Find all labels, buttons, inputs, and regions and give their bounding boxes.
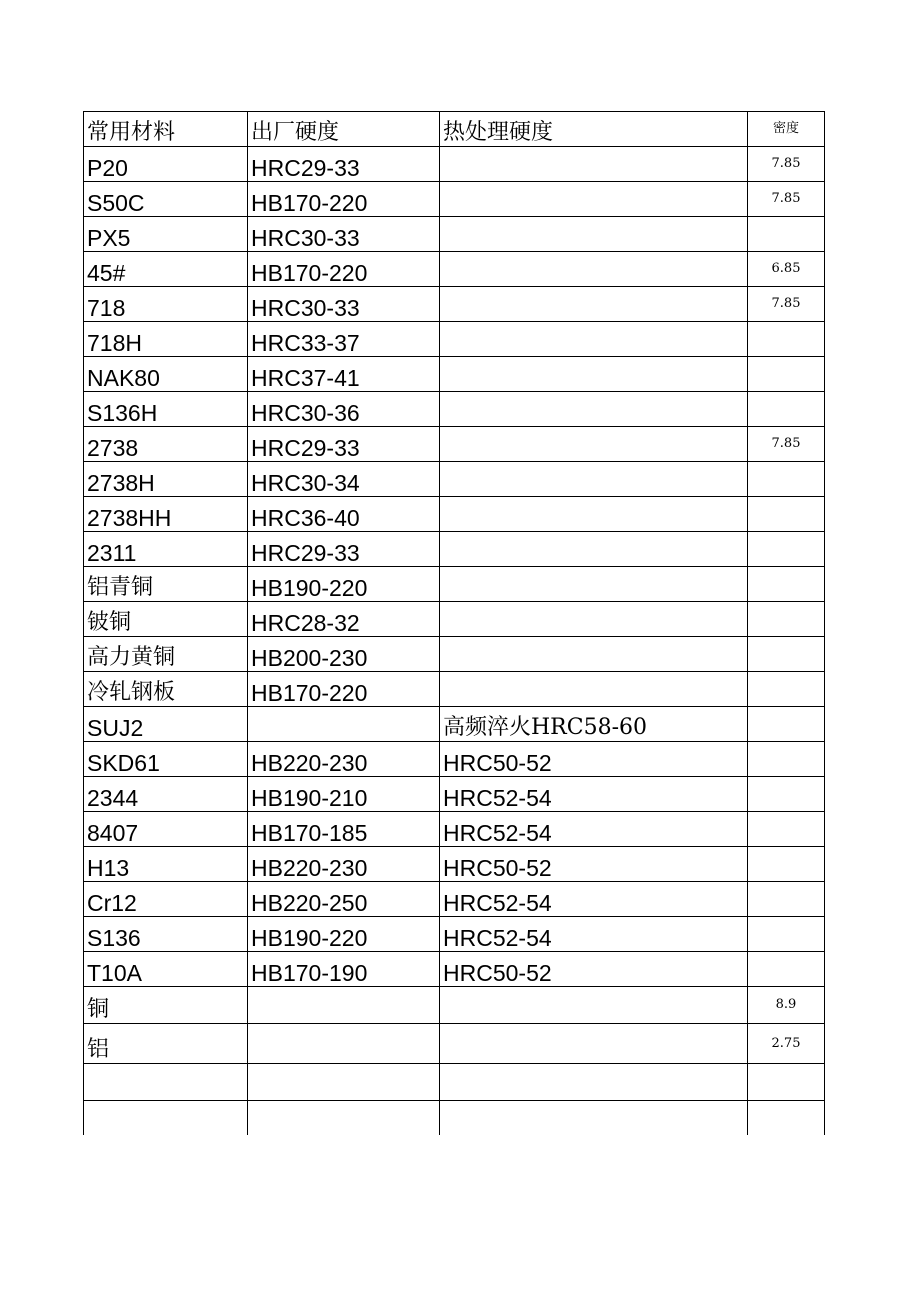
cell-factory-hardness[interactable]: HB200-230 [248,637,440,672]
cell-heat-treatment-hardness[interactable] [440,637,748,672]
cell-density[interactable] [748,812,825,847]
cell-density[interactable] [748,567,825,602]
cell-heat-treatment-hardness[interactable]: HRC52-54 [440,917,748,952]
cell-material[interactable]: P20 [84,147,248,182]
cell-factory-hardness[interactable]: HB170-220 [248,182,440,217]
table-row [84,637,825,672]
cell-factory-hardness[interactable]: HB170-190 [248,952,440,987]
table-row [84,882,825,917]
cell-material[interactable]: T10A [84,952,248,987]
cell-density[interactable]: 7.85 [748,182,825,217]
cell-heat-treatment-hardness[interactable] [440,252,748,287]
cell-heat-treatment-hardness[interactable] [440,322,748,357]
cell-heat-treatment-hardness[interactable] [440,287,748,322]
cell-factory-hardness[interactable] [248,707,440,742]
cell-density[interactable] [748,392,825,427]
cell-material[interactable]: 718 [84,287,248,322]
cell-factory-hardness[interactable]: HRC36-40 [248,497,440,532]
cell-density[interactable] [748,637,825,672]
cell-material[interactable]: 2311 [84,532,248,567]
cell-factory-hardness[interactable]: HRC33-37 [248,322,440,357]
cell-material[interactable]: S50C [84,182,248,217]
material-hardness-table [83,111,825,1135]
cell-material[interactable]: 铝 [84,1024,248,1064]
cell-factory-hardness[interactable]: HRC30-33 [248,287,440,322]
cell-material[interactable]: 冷轧钢板 [84,672,248,707]
header-row [84,112,825,147]
table-row [84,427,825,462]
cell-heat-treatment-hardness[interactable] [440,427,748,462]
cell-density[interactable] [748,917,825,952]
cell-heat-treatment-hardness[interactable] [440,1024,748,1064]
cell-factory-hardness[interactable]: HRC37-41 [248,357,440,392]
cell-density[interactable] [748,952,825,987]
cell-density[interactable] [748,1101,825,1136]
cell-factory-hardness[interactable]: HB190-220 [248,917,440,952]
cell-material[interactable] [84,1064,248,1101]
cell-material[interactable]: 2738HH [84,497,248,532]
cell-factory-hardness[interactable]: HRC30-33 [248,217,440,252]
cell-material[interactable]: 2738 [84,427,248,462]
cell-density[interactable]: 8.9 [748,987,825,1024]
cell-density[interactable] [748,532,825,567]
table-row [84,707,825,742]
cell-factory-hardness[interactable]: HRC29-33 [248,427,440,462]
table-row [84,1024,825,1064]
cell-factory-hardness[interactable]: HB220-230 [248,742,440,777]
cell-density[interactable] [748,742,825,777]
cell-density[interactable]: 6.85 [748,252,825,287]
table-row [84,812,825,847]
cell-material[interactable]: 8407 [84,812,248,847]
cell-density[interactable] [748,847,825,882]
cell-factory-hardness[interactable] [248,1064,440,1101]
cell-factory-hardness[interactable] [248,1101,440,1136]
table-row [84,357,825,392]
cell-material[interactable]: NAK80 [84,357,248,392]
cell-material[interactable]: 2738H [84,462,248,497]
table-row [84,1101,825,1136]
cell-heat-treatment-hardness[interactable] [440,602,748,637]
cell-heat-treatment-hardness[interactable] [440,672,748,707]
cell-material[interactable] [84,1101,248,1136]
cell-factory-hardness[interactable]: HRC30-34 [248,462,440,497]
cell-heat-treatment-hardness[interactable]: HRC50-52 [440,742,748,777]
table-row [84,217,825,252]
cell-material[interactable]: 铜 [84,987,248,1024]
cell-factory-hardness[interactable]: HB220-230 [248,847,440,882]
cell-material[interactable]: 45# [84,252,248,287]
cell-density[interactable] [748,602,825,637]
cell-factory-hardness[interactable]: HRC30-36 [248,392,440,427]
cell-material[interactable]: SUJ2 [84,707,248,742]
cell-heat-treatment-hardness[interactable] [440,1064,748,1101]
table-row [84,392,825,427]
cell-density[interactable]: 7.85 [748,147,825,182]
header-density[interactable]: 密度 [748,112,825,147]
cell-heat-treatment-hardness[interactable] [440,217,748,252]
cell-material[interactable]: 铍铜 [84,602,248,637]
cell-factory-hardness[interactable]: HB170-220 [248,672,440,707]
cell-heat-treatment-hardness[interactable] [440,357,748,392]
header-heat-treatment-hardness[interactable]: 热处理硬度 [440,112,748,147]
cell-heat-treatment-hardness[interactable] [440,1101,748,1136]
cell-material[interactable]: 2344 [84,777,248,812]
cell-heat-treatment-hardness[interactable] [440,462,748,497]
cell-density[interactable] [748,462,825,497]
table-row [84,672,825,707]
cell-density[interactable] [748,672,825,707]
cell-factory-hardness[interactable]: HB190-210 [248,777,440,812]
table-row [84,287,825,322]
cell-material[interactable]: H13 [84,847,248,882]
table-row [84,952,825,987]
cell-heat-treatment-hardness[interactable]: HRC52-54 [440,777,748,812]
table-row [84,777,825,812]
cell-density[interactable]: 2.75 [748,1024,825,1064]
cell-heat-treatment-hardness[interactable] [440,497,748,532]
cell-factory-hardness[interactable]: HB170-185 [248,812,440,847]
cell-material[interactable]: 铝青铜 [84,567,248,602]
cell-material[interactable]: Cr12 [84,882,248,917]
header-factory-hardness[interactable]: 出厂硬度 [248,112,440,147]
table-row [84,532,825,567]
cell-heat-treatment-hardness[interactable] [440,182,748,217]
cell-factory-hardness[interactable]: HRC29-33 [248,532,440,567]
table-row [84,497,825,532]
cell-factory-hardness[interactable] [248,987,440,1024]
cell-heat-treatment-hardness[interactable]: HRC50-52 [440,952,748,987]
table-row [84,742,825,777]
cell-density[interactable] [748,1064,825,1101]
table-row [84,1064,825,1101]
cell-density[interactable] [748,882,825,917]
table-row [84,462,825,497]
header-material[interactable]: 常用材料 [84,112,248,147]
cell-material[interactable]: 高力黄铜 [84,637,248,672]
cell-material[interactable]: PX5 [84,217,248,252]
table-row [84,847,825,882]
table-row [84,322,825,357]
cell-heat-treatment-hardness[interactable] [440,532,748,567]
cell-factory-hardness[interactable]: HB220-250 [248,882,440,917]
cell-heat-treatment-hardness[interactable] [440,567,748,602]
cell-density[interactable] [748,217,825,252]
cell-density[interactable] [748,497,825,532]
cell-material[interactable]: SKD61 [84,742,248,777]
cell-heat-treatment-hardness[interactable] [440,392,748,427]
table-row [84,147,825,182]
cell-density[interactable] [748,707,825,742]
cell-factory-hardness[interactable]: HB190-220 [248,567,440,602]
cell-factory-hardness[interactable]: HRC28-32 [248,602,440,637]
table-row [84,917,825,952]
cell-material[interactable]: S136H [84,392,248,427]
cell-factory-hardness[interactable]: HRC29-33 [248,147,440,182]
cell-density[interactable] [748,322,825,357]
table-row [84,252,825,287]
cell-heat-treatment-hardness[interactable] [440,987,748,1024]
cell-density[interactable] [748,777,825,812]
table-row [84,987,825,1024]
table-row [84,182,825,217]
cell-factory-hardness[interactable] [248,1024,440,1064]
cell-density[interactable]: 7.85 [748,287,825,322]
cell-heat-treatment-hardness[interactable] [440,147,748,182]
table-row [84,602,825,637]
cell-material[interactable]: S136 [84,917,248,952]
cell-material[interactable]: 718H [84,322,248,357]
cell-density[interactable] [748,357,825,392]
table-row [84,567,825,602]
cell-heat-treatment-hardness[interactable]: 高频淬火HRC58-60 [440,707,748,742]
cell-heat-treatment-hardness[interactable]: HRC50-52 [440,847,748,882]
cell-density[interactable]: 7.85 [748,427,825,462]
cell-factory-hardness[interactable]: HB170-220 [248,252,440,287]
cell-heat-treatment-hardness[interactable]: HRC52-54 [440,812,748,847]
cell-heat-treatment-hardness[interactable]: HRC52-54 [440,882,748,917]
